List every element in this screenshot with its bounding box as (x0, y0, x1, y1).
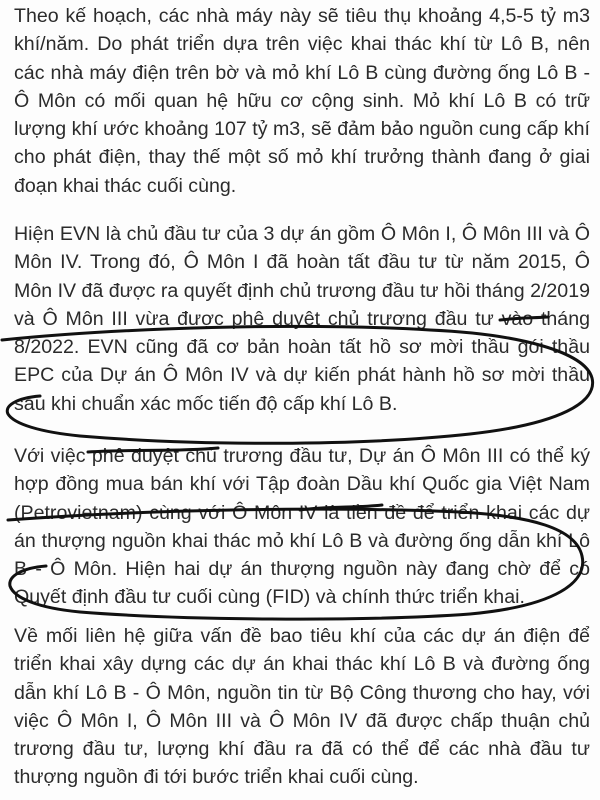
paragraph-plan-gas-consumption: Theo kế hoạch, các nhà máy này sẽ tiêu thụ khoảng 4,5-5 tỷ m3 khí/năm. Do phát triển dựa trên việc khai thác khí từ Lô B, nên các nhà máy điện trên bờ và mỏ khí Lô B cùng đường ống Lô B - Ô Môn có mối quan hệ hữu cơ cộng sinh. Mỏ khí Lô B có trữ lượng khí ước khoảng 107 tỷ m3, sẽ đảm bảo nguồn cung cấp khí cho phát điện, thay thế một số mỏ khí trưởng thành đang ở giai đoạn khai thác cuối cùng. (14, 5, 590, 197)
paragraph-gas-offtake: Về mối liên hệ giữa vấn đề bao tiêu khí của các dự án điện để triển khai xây dựng các dự án khai thác khí Lô B và đường ống dẫn khí Lô B - Ô Môn, nguồn tin từ Bộ Công thương cho hay, với việc Ô Môn I, Ô Môn III và Ô Môn IV đã được chấp thuận chủ trương đầu tư, lượng khí đầu ra đã có thể để các nhà đầu tư thượng nguồn đi tới bước triển khai cuối cùng. (14, 625, 590, 789)
paragraph-o-mon-iii-approval: Với việc phê duyệt chủ trương đầu tư, Dự án Ô Môn III có thể ký hợp đồng mua bán khí với Tập đoàn Dầu khí Quốc gia Việt Nam (Petrovietnam) cùng với Ô Môn IV là tiền đề để triển khai các dự án thượng nguồn khai thác mỏ khí Lô B và đường ống dẫn khí Lô B - Ô Môn. Hiện hai dự án thượng nguồn này đang chờ để có Quyết định đầu tư cuối cùng (FID) và chính thức triển khai. (14, 445, 590, 609)
paragraph-evn-investor: Hiện EVN là chủ đầu tư của 3 dự án gồm Ô Môn I, Ô Môn III và Ô Môn IV. Trong đó, Ô Môn I đã hoàn tất đầu tư từ năm 2015, Ô Môn IV đã được ra quyết định chủ trương đầu tư hồi tháng 2/2019 và Ô Môn III vừa được phê duyệt chủ trương đầu tư vào tháng 8/2022. EVN cũng đã cơ bản hoàn tất hồ sơ mời thầu gói thầu EPC của Dự án Ô Môn IV và dự kiến phát hành hồ sơ mời thầu sau khi chuẩn xác mốc tiến độ cấp khí Lô B. (14, 223, 590, 415)
